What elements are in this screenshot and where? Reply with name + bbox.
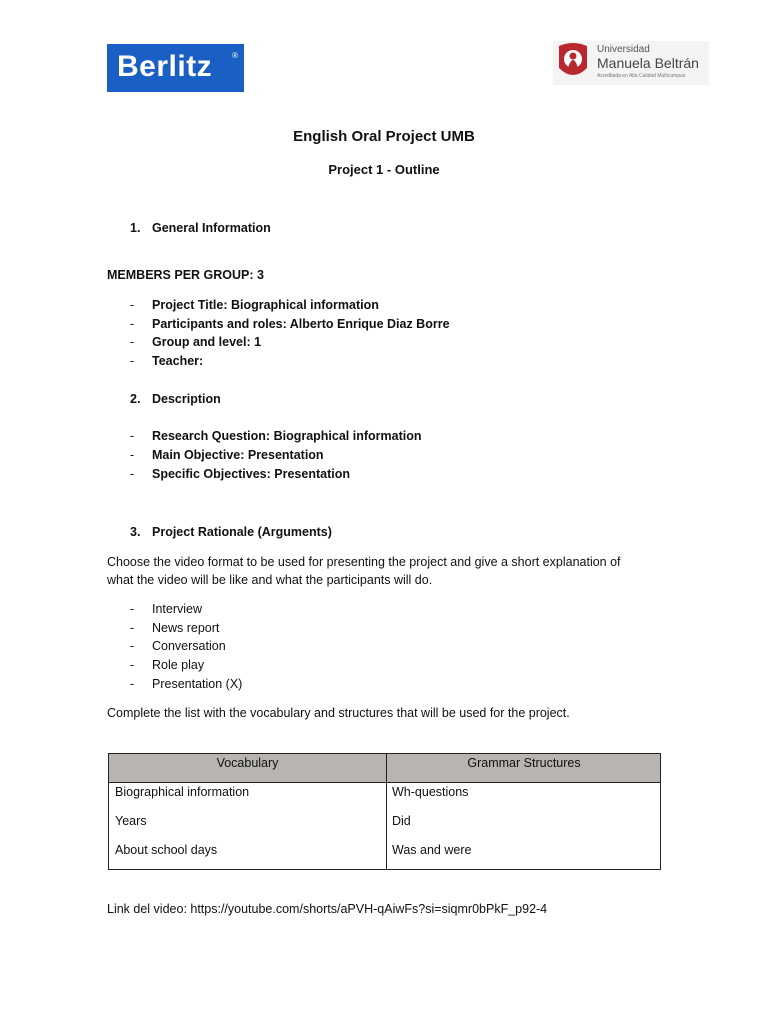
table-cell: Biographical information [115,785,250,799]
section2-heading: Description [152,392,221,406]
berlitz-logo [107,44,244,92]
bullet: - [130,448,135,462]
section1-heading: General Information [152,221,271,235]
section1-number: 1. [130,221,141,235]
format-item: News report [152,621,220,635]
bullet: - [130,602,135,616]
berlitz-logo-text: Berlitz [117,50,213,83]
bullet: - [130,429,135,443]
paragraph-line: Choose the video format to be used for presenting the project and give a short explanation of [107,555,621,569]
list-item: Research Question: Biographical information [152,429,422,443]
document-subtitle: Project 1 - Outline [328,162,440,177]
document-title: English Oral Project UMB [293,128,475,145]
section3-heading: Project Rationale (Arguments) [152,525,332,539]
bullet: - [130,317,135,331]
section3-number: 3. [130,525,141,539]
table-cell: Did [392,814,411,828]
umb-logo [553,41,709,85]
format-item: Conversation [152,639,226,653]
section2-number: 2. [130,392,141,406]
list-item: Group and level: 1 [152,335,262,349]
list-instruction: Complete the list with the vocabulary and structures that will be used for the project. [107,706,570,720]
table-cell: Wh-questions [392,785,469,799]
members-per-group: MEMBERS PER GROUP: 3 [107,268,264,282]
bullet: - [130,639,135,653]
format-item: Role play [152,658,205,672]
list-item: Project Title: Biographical information [152,298,379,312]
bullet: - [130,677,135,691]
bullet: - [130,298,135,312]
vocabulary-table [108,753,661,870]
bullet: - [130,354,135,368]
umb-seal-icon [555,42,591,82]
bullet: - [130,658,135,672]
list-item: Teacher: [152,354,204,368]
paragraph-line: what the video will be like and what the participants will do. [107,573,433,587]
registered-mark: ® [232,51,238,60]
format-item: Presentation (X) [152,677,243,691]
umb-logo-line1: Universidad [597,44,650,55]
bullet: - [130,335,135,349]
format-item: Interview [152,602,203,616]
table-cell: About school days [115,843,218,857]
table-header-vocabulary: Vocabulary [216,756,279,770]
table-cell: Years [115,814,147,828]
umb-logo-line2: Manuela Beltrán [597,55,699,71]
table-cell: Was and were [392,843,472,857]
bullet: - [130,467,135,481]
table-header-grammar: Grammar Structures [467,756,581,770]
umb-logo-line3: Acreditada en Alta Calidad Multicampus [597,73,686,79]
bullet: - [130,621,135,635]
list-item: Main Objective: Presentation [152,448,324,462]
list-item: Participants and roles: Alberto Enrique Diaz Borre [152,317,450,331]
video-link[interactable]: Link del video: https://youtube.com/shorts/aPVH-qAiwFs?si=siqmr0bPkF_p92-4 [107,902,548,916]
list-item: Specific Objectives: Presentation [152,467,350,481]
